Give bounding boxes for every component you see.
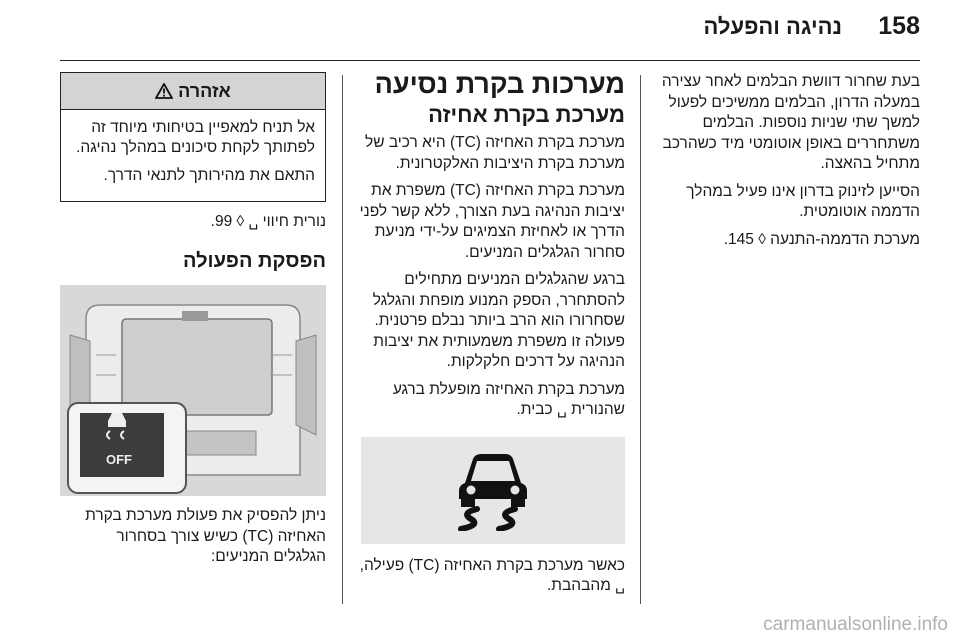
warning-body bbox=[61, 110, 325, 202]
paragraph: מערכת בקרת האחיזה (TC) היא רכיב של מערכת בקרת היציבות האלקטרונית. bbox=[364, 134, 625, 172]
paragraph: מערכת בקרת האחיזה מופעלת ברגע שהנורית ␣ כבית. bbox=[392, 380, 625, 418]
subsection-title: הפסקת הפעולה bbox=[182, 249, 326, 272]
chapter-title: נהיגה והפעלה bbox=[703, 14, 842, 39]
traction-control-symbol-image bbox=[361, 437, 625, 544]
column-divider-right bbox=[640, 75, 641, 604]
column-divider-left bbox=[342, 75, 343, 604]
paragraph: ניתן להפסיק את פעולת מערכת בקרת האחיזה (TC) כשיש צורך בסחרור הגלגלים המניעים: bbox=[85, 507, 326, 565]
section-title: מערכות בקרת נסיעה bbox=[374, 69, 625, 99]
header-divider bbox=[60, 60, 920, 61]
right-column bbox=[655, 72, 920, 257]
warning-header bbox=[61, 73, 325, 110]
paragraph: מערכת בקרת האחיזה (TC) משפרת את יציבות הנהיגה בעת הצורך, ללא קשר לפני הדרך או לאחיזת הצמיגים על-ידי מניעת סחרור הגלגלים המניעים. bbox=[359, 182, 625, 261]
page-header bbox=[0, 0, 960, 60]
left-column bbox=[60, 72, 326, 575]
paragraph: כאשר מערכת בקרת האחיזה (TC) פעילה, ␣ מהבהבת. bbox=[359, 556, 625, 594]
off-button-label: OFF bbox=[106, 452, 132, 467]
warning-paragraph: התאם את מהירותך לתנאי הדרך. bbox=[103, 166, 315, 184]
dashboard-tc-off-button-image bbox=[60, 285, 326, 496]
watermark: carmanualsonline.info bbox=[763, 614, 948, 635]
paragraph: ברגע שהגלגלים המניעים מתחילים להסתחרר, הספק המנוע מופחת והגלגל שסחרורו הוא הרב ביותר נבלם פרטנית. פעולה זו משפרת משמעותית את יציבות הנהיגה על דרכים חלקלקות. bbox=[372, 271, 625, 370]
cross-reference: נורית חיווי ␣ ◊ 99. bbox=[210, 213, 326, 230]
paragraph: הסייען לזינוק בדרון אינו פעיל במהלך הדממה אוטומטית. bbox=[686, 182, 920, 220]
skidding-car-icon bbox=[447, 449, 539, 531]
warning-triangle-icon bbox=[155, 83, 173, 99]
warning-title: אזהרה bbox=[178, 81, 231, 101]
cross-reference: מערכת הדממה-התנעה ◊ 145. bbox=[723, 230, 920, 248]
page-number: 158 bbox=[878, 12, 920, 40]
middle-column bbox=[357, 69, 625, 604]
warning-paragraph: אל תניח למאפיין בטיחותי מיוחד זה לפתותך לקחת סיכונים במהלך נהיגה. bbox=[76, 118, 315, 156]
subsection-title: מערכת בקרת אחיזה bbox=[428, 101, 625, 127]
paragraph: בעת שחרור דוושת הבלמים לאחר עצירה במעלה הדרון, הבלמים ממשיכים לפעול למשך שתי שניות נוספות. הבלמים משתחררים באופן אוטומטי מיד כשהרכב מתחיל בהאצה. bbox=[661, 73, 920, 172]
warning-box bbox=[60, 72, 326, 202]
dashboard-illustration bbox=[60, 285, 326, 496]
